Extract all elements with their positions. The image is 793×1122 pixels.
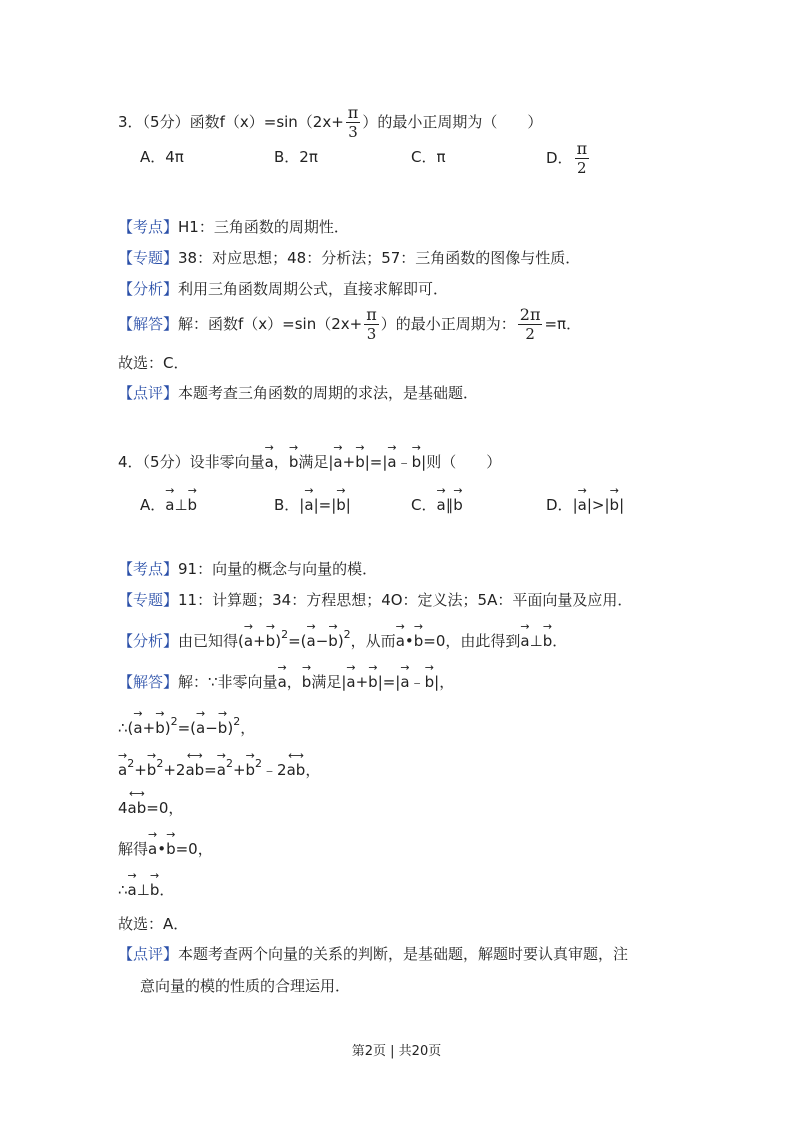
- pi-over-2-fraction: $\frac{\pi}{2}$: [576, 139, 588, 177]
- vector-b: → b: [453, 491, 463, 513]
- q4-option-b: B．|→ a|=|→ b|: [274, 491, 351, 516]
- vector-b: → b: [543, 627, 553, 649]
- vector-a: → a: [578, 491, 587, 513]
- vector-b: → b: [150, 876, 160, 898]
- vector-ab: ⟷ ab: [287, 756, 306, 778]
- vector-a: → a: [244, 627, 253, 649]
- vector-b: → b: [147, 756, 157, 778]
- vector-b: → b: [266, 627, 276, 649]
- vector-a: → a: [400, 668, 409, 690]
- q3-guxuan: 故选：C．: [118, 354, 189, 372]
- vector-b: → b: [246, 756, 256, 778]
- vector-b: → b: [302, 668, 312, 690]
- q3-stem: 3．（5分）函数f（x）=sin（2x+ $\frac{\pi}{3}$ ）的最小正周期为（ ）: [118, 103, 543, 141]
- pi-over-3-fraction: $\frac{\pi}{3}$: [366, 305, 377, 343]
- q4-dianping: 【点评】本题考查两个向量的关系的判断，是基础题，解题时要认真审题，注: [118, 945, 629, 963]
- vector-a: → a: [278, 668, 287, 690]
- q4-zhuanti: 【专题】11：计算题；34：方程思想；4O：定义法；5A：平面向量及应用．: [118, 591, 633, 609]
- vector-b: → b: [355, 448, 365, 470]
- q3-fenxi: 【分析】利用三角函数周期公式，直接求解即可．: [118, 280, 449, 298]
- vector-b: → b: [368, 668, 378, 690]
- q4-step1: ∴(→ $a+\to b)^2=(\to a-\to b)^2$，: [118, 711, 255, 739]
- q3-option-a: A．4π: [140, 148, 184, 166]
- vector-b: → b: [328, 627, 338, 649]
- q3-option-d: D． $\frac{\pi}{2}$: [546, 139, 588, 177]
- vector-a: → a: [387, 448, 396, 470]
- two-pi-over-2-fraction: $\frac{2\pi}{2}$: [519, 305, 541, 343]
- q4-step2: → $a^2+\to$ $b^2+2⟷$ $ab=\to a^2+\to$ $b^2﹣2⟷$ ab，: [118, 753, 320, 781]
- vector-a: → a: [217, 756, 226, 778]
- q3-option-b: B．2π: [274, 148, 318, 166]
- q3-dianping: 【点评】本题考查三角函数的周期的求法，是基础题．: [118, 384, 479, 402]
- q4-stem: 4．（5分）设非零向量→ a，→ b满足|→ a+→ b|=|→ a﹣→ b|则（ ）: [118, 448, 501, 473]
- q4-step4: 解得→ a•→ b=0，: [118, 835, 213, 860]
- vector-b: → b: [218, 714, 228, 736]
- q4-dianping-cont: 意向量的模的性质的合理运用．: [140, 977, 351, 995]
- q3-zhuanti: 【专题】38：对应思想；48：分析法；57：三角函数的图像与性质．: [118, 249, 581, 267]
- vector-a: → a: [118, 756, 127, 778]
- vector-b: → b: [188, 491, 198, 513]
- vector-a: → a: [520, 627, 529, 649]
- q3-option-c: C．π: [411, 148, 446, 166]
- vector-a: → a: [396, 627, 405, 649]
- q4-step5: ∴→ a⊥→ b．: [118, 876, 174, 901]
- pi-over-3-fraction: $\frac{\pi}{3}$: [347, 103, 359, 141]
- vector-a: → a: [346, 668, 355, 690]
- vector-ab: ⟷ ab: [185, 756, 204, 778]
- vector-b: → b: [610, 491, 620, 513]
- vector-b: → b: [414, 627, 424, 649]
- vector-b: → b: [289, 448, 299, 470]
- q4-guxuan: 故选：A．: [118, 915, 189, 933]
- q4-option-c: C．→ a∥→ b: [411, 491, 463, 516]
- vector-a: → a: [128, 876, 137, 898]
- q4-jieda: 【解答】解：∵非零向量→ a，→ b满足|→ a+→ b|=|→ a﹣→ b|，: [118, 668, 454, 693]
- vector-a: → a: [148, 835, 157, 857]
- vector-b: → b: [336, 491, 346, 513]
- q4-fenxi: 【分析】由已知得(→ $a+\to b)^2=(\to a-\to b)^2$，从而→ a•→ b=0，由此得到→ a⊥→ b．: [118, 624, 567, 652]
- vector-b: → b: [166, 835, 176, 857]
- q4-option-d: D．|→ a|>|→ b|: [546, 491, 624, 516]
- q4-option-a: A．→ a⊥→ b: [140, 491, 197, 516]
- vector-a: → a: [265, 448, 274, 470]
- page-footer: 第2页 | 共20页: [351, 1044, 442, 1059]
- vector-b: → b: [155, 714, 165, 736]
- vector-a: → a: [333, 448, 342, 470]
- q4-kaodian: 【考点】91：向量的概念与向量的模．: [118, 560, 378, 578]
- vector-a: → a: [165, 491, 174, 513]
- vector-ab: ⟷ ab: [128, 794, 147, 816]
- q3-kaodian: 【考点】H1：三角函数的周期性．: [118, 218, 349, 236]
- vector-b: → b: [412, 448, 422, 470]
- vector-a: → a: [133, 714, 142, 736]
- q3-jieda: 【解答】解：函数f（x）=sin（2x+ $\frac{\pi}{3}$ ）的最小正周期为： $\frac{2\pi}{2}$ =π．: [118, 305, 582, 343]
- vector-a: → a: [307, 627, 316, 649]
- vector-b: → b: [425, 668, 435, 690]
- q4-step3: 4⟷ ab=0，: [118, 794, 183, 819]
- vector-a: → a: [196, 714, 205, 736]
- vector-a: → a: [436, 491, 445, 513]
- vector-a: → a: [304, 491, 313, 513]
